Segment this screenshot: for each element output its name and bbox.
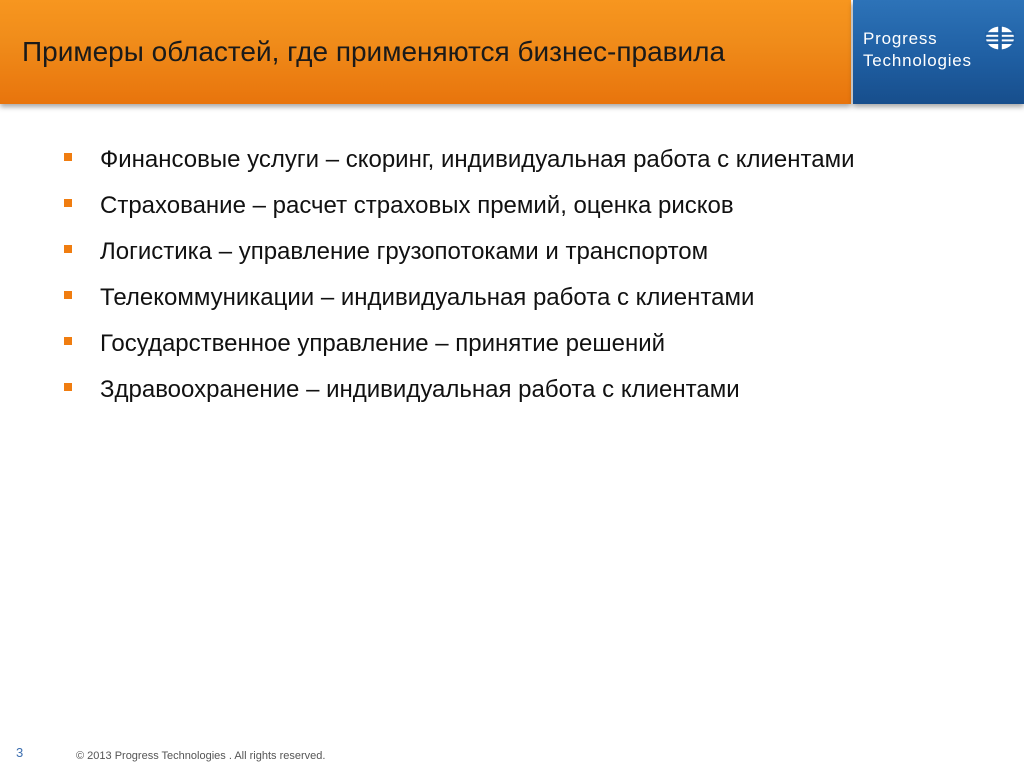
- slide-title: Примеры областей, где применяются бизнес-правила: [22, 36, 726, 67]
- bullet-square-icon: [64, 199, 72, 207]
- bullet-square-icon: [64, 291, 72, 299]
- bullet-item: [0, 235, 1024, 268]
- page-number: 3: [16, 745, 24, 760]
- company-logo: [853, 0, 1024, 104]
- bullet-item: [0, 373, 1024, 406]
- bullet-square-icon: [64, 245, 72, 253]
- bullet-square-icon: [64, 383, 72, 391]
- logo-line-1: Progress: [863, 29, 938, 48]
- bullet-text: Государственное управление – принятие решений: [100, 330, 666, 357]
- bullet-item: [0, 327, 1024, 360]
- bullet-text: Здравоохранение – индивидуальная работа с клиентами: [100, 376, 740, 403]
- logo-wordmark: [863, 28, 972, 72]
- bullet-text: Страхование – расчет страховых премий, оценка рисков: [100, 192, 734, 219]
- copyright-notice: © 2013 Progress Technologies . All rights reserved.: [76, 750, 326, 762]
- title-bar: [0, 0, 851, 104]
- progress-logo-icon: [985, 26, 1015, 50]
- bullet-text: Телекоммуникации – индивидуальная работа с клиентами: [100, 284, 755, 311]
- logo-line-2: Technologies: [863, 51, 972, 70]
- bullet-item: [0, 189, 1024, 222]
- bullet-square-icon: [64, 153, 72, 161]
- bullet-item: [0, 281, 1024, 314]
- bullet-list: [0, 143, 1024, 419]
- slide-header: [0, 0, 1024, 108]
- bullet-text: Финансовые услуги – скоринг, индивидуальная работа с клиентами: [100, 146, 855, 173]
- bullet-square-icon: [64, 337, 72, 345]
- bullet-item: [0, 143, 1024, 176]
- bullet-text: Логистика – управление грузопотоками и транспортом: [100, 238, 709, 265]
